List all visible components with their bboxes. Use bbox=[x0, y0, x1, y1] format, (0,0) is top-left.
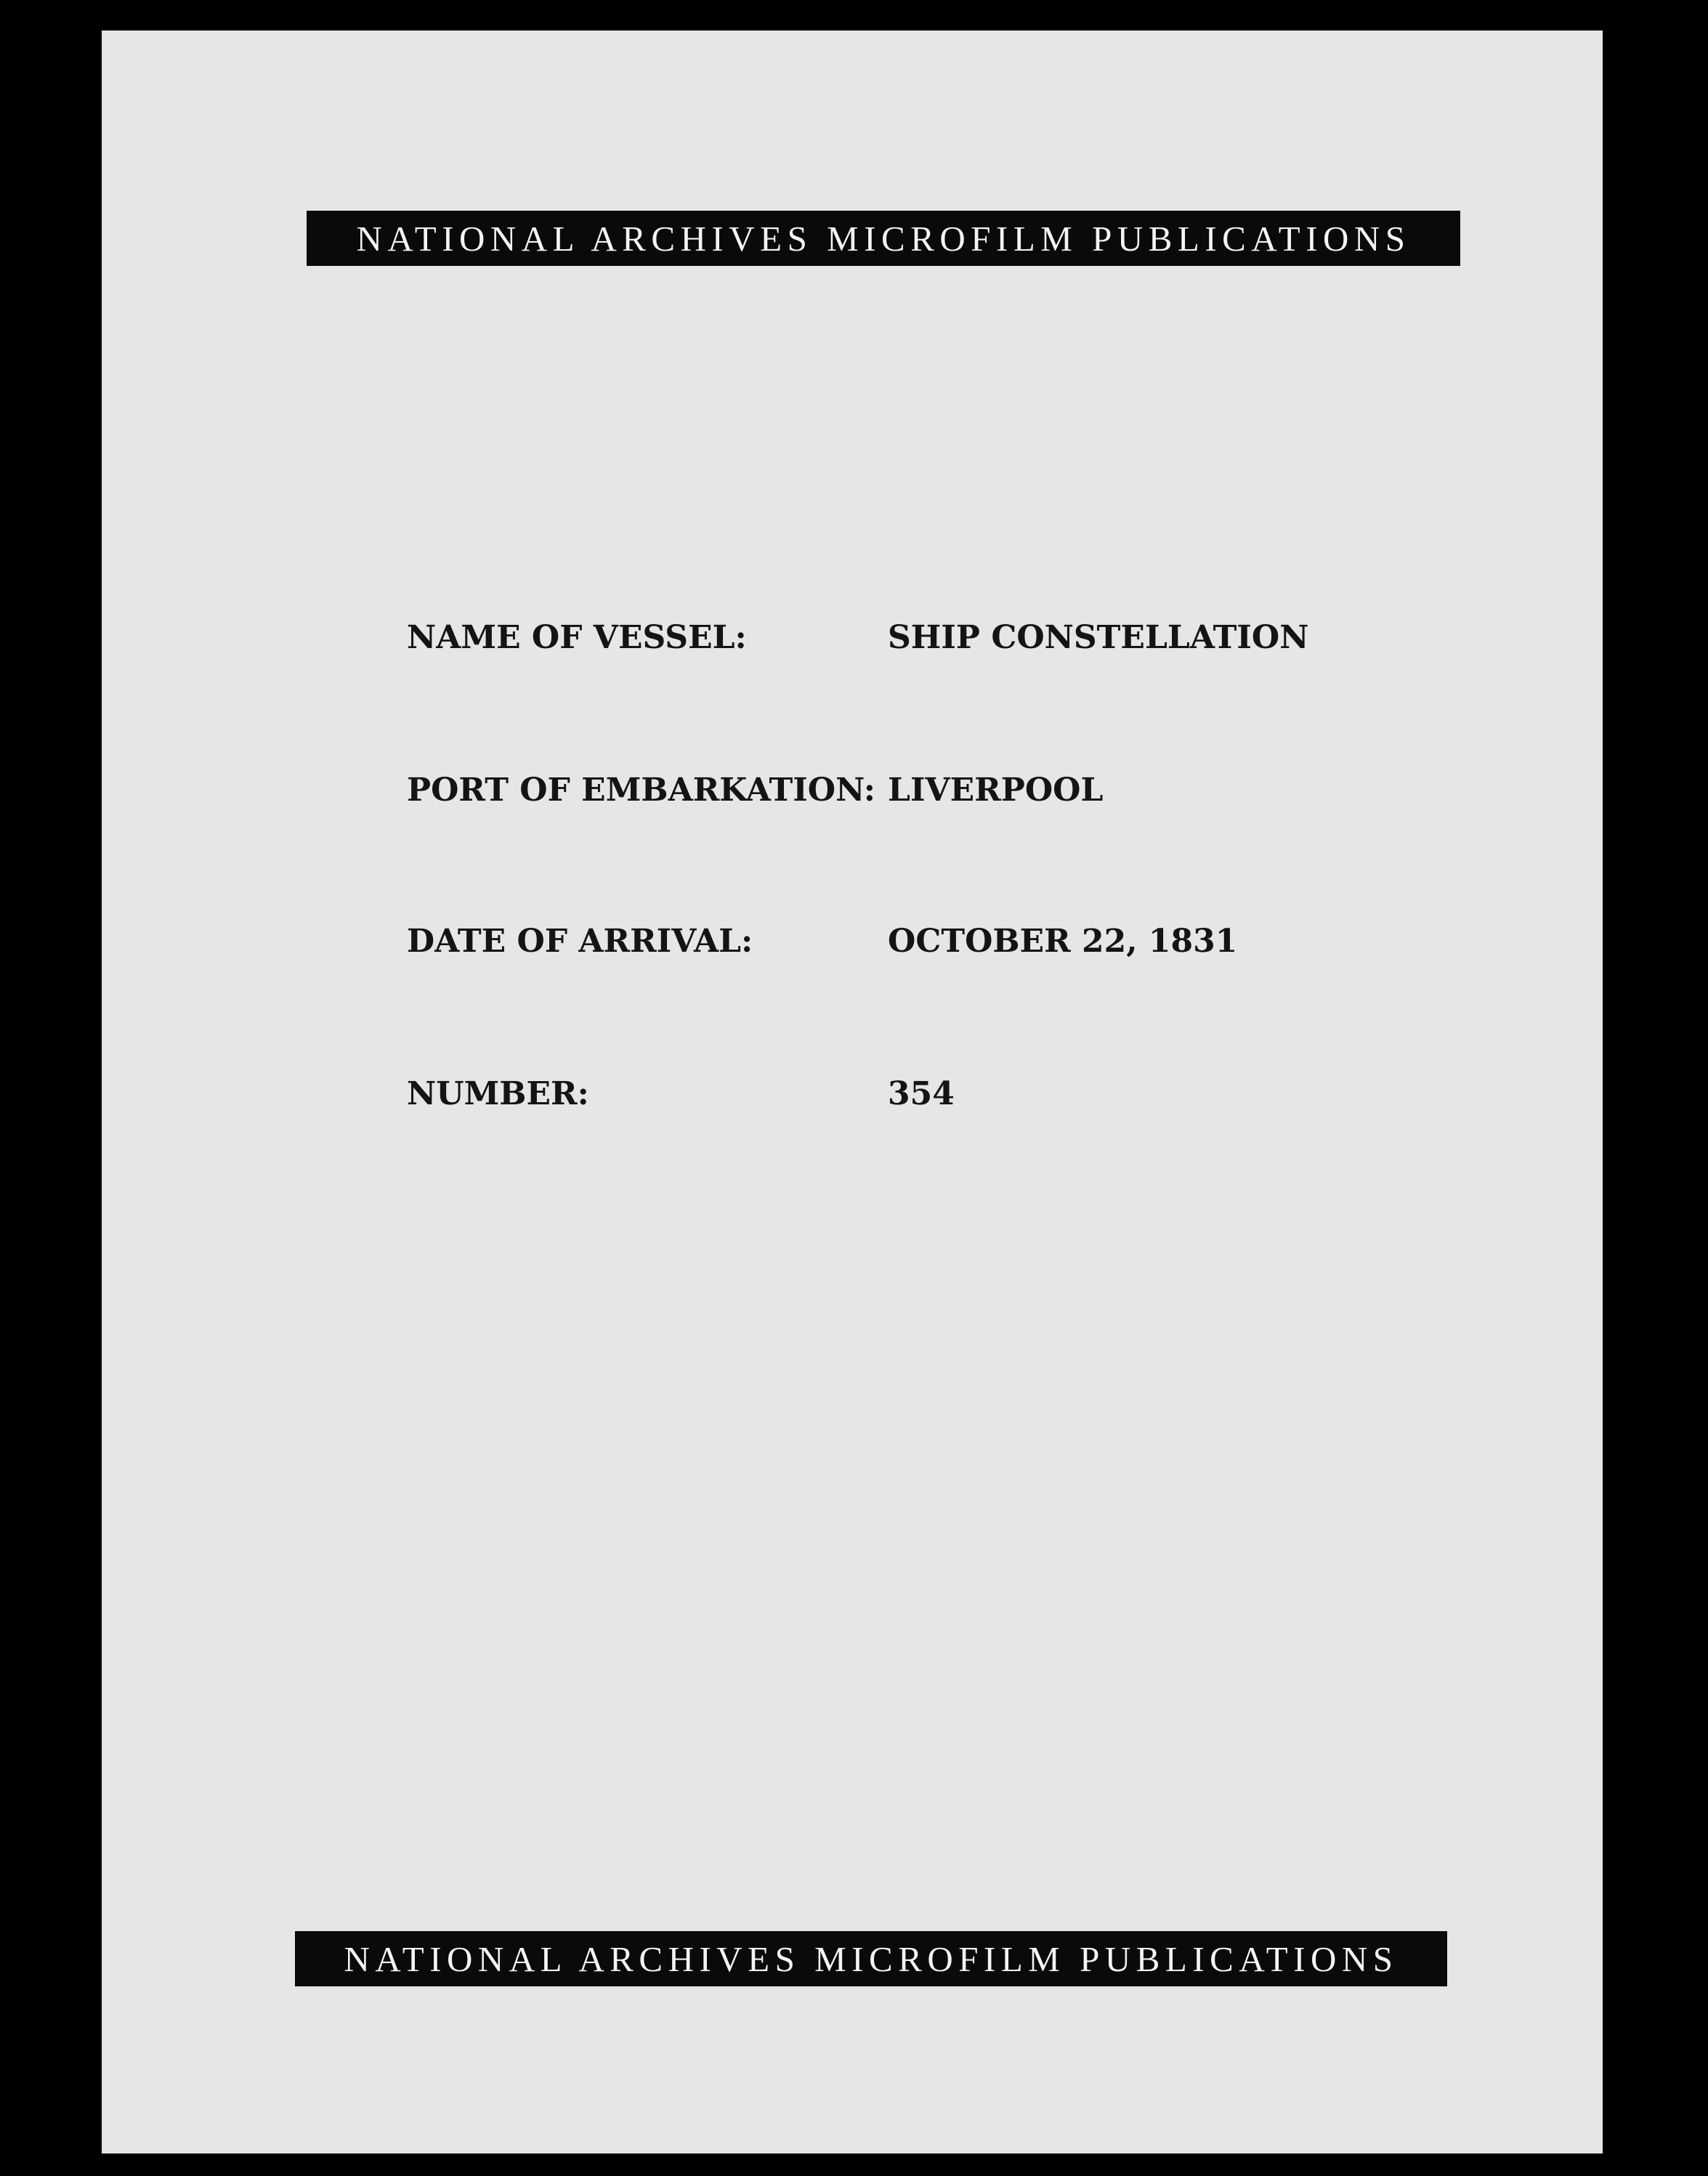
arrival-date-label: DATE OF ARRIVAL: bbox=[407, 923, 753, 960]
vessel-name-label: NAME OF VESSEL: bbox=[407, 619, 747, 656]
arrival-date-value: OCTOBER 22, 1831 bbox=[888, 923, 1238, 960]
field-date-of-arrival bbox=[407, 920, 1497, 963]
footer-banner bbox=[295, 1931, 1447, 1986]
port-label: PORT OF EMBARKATION: bbox=[407, 772, 876, 809]
vessel-name-value: SHIP CONSTELLATION bbox=[888, 619, 1309, 656]
port-value: LIVERPOOL bbox=[888, 772, 1104, 809]
header-banner-text: NATIONAL ARCHIVES MICROFILM PUBLICATIONS bbox=[356, 218, 1411, 259]
field-number bbox=[407, 1072, 1497, 1116]
footer-banner-text: NATIONAL ARCHIVES MICROFILM PUBLICATIONS bbox=[344, 1938, 1399, 1979]
number-label: NUMBER: bbox=[407, 1075, 589, 1112]
number-value: 354 bbox=[888, 1075, 955, 1112]
field-port-of-embarkation bbox=[407, 769, 1497, 812]
microfilm-target-sheet bbox=[102, 31, 1603, 2153]
field-vessel-name bbox=[407, 616, 1497, 660]
header-banner bbox=[307, 211, 1460, 266]
